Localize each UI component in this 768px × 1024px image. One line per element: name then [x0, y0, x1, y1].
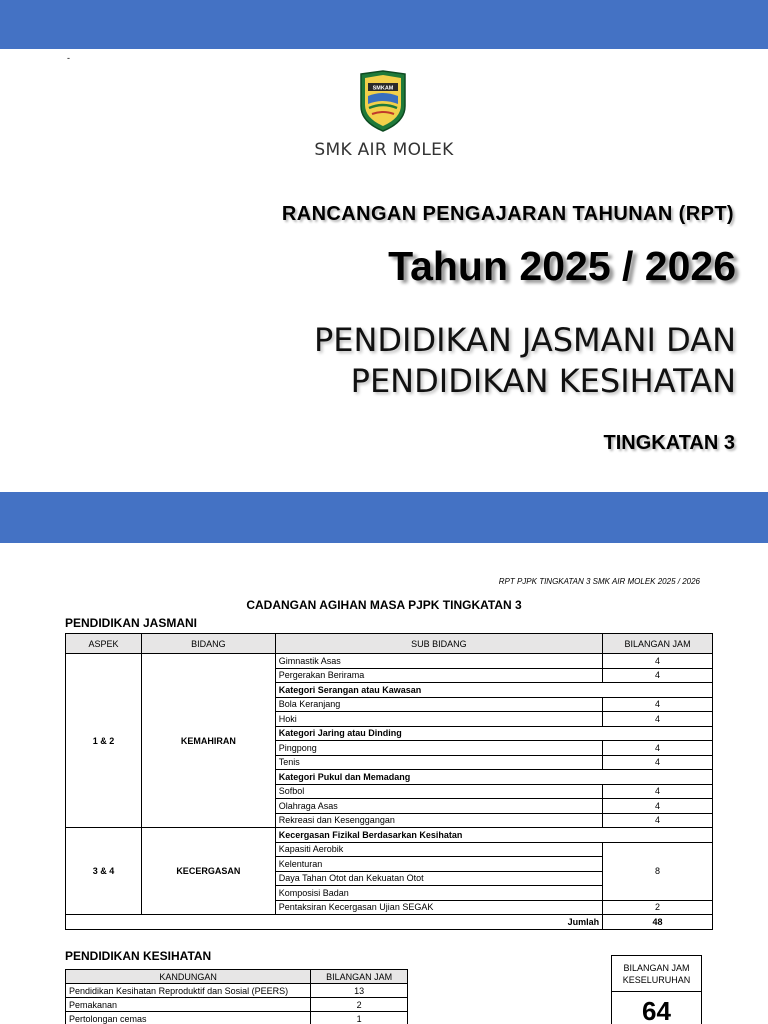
aspek-cell: 1 & 2 [66, 654, 142, 828]
col-bidang: BIDANG [141, 634, 275, 654]
col-bilangan-jam: BILANGAN JAM [603, 634, 713, 654]
total-hours-box [611, 955, 702, 1024]
jam-cell: 4 [603, 712, 713, 727]
jam-cell: 4 [603, 654, 713, 669]
kandungan-cell: Pertolongan cemas [66, 1012, 311, 1024]
sub-bidang-cell: Kelenturan [275, 857, 602, 872]
sub-bidang-cell: Bola Keranjang [275, 697, 602, 712]
pk-heading: PENDIDIKAN KESIHATAN [65, 949, 212, 963]
stray-mark: - [67, 53, 70, 63]
jam-cell: 4 [603, 741, 713, 756]
aspek-cell: 3 & 4 [66, 828, 142, 915]
total-hours-label [612, 956, 701, 992]
kandungan-cell: Pendidikan Kesihatan Reproduktif dan Sosial (PEERS) [66, 984, 311, 998]
col-aspek: ASPEK [66, 634, 142, 654]
sub-bidang-cell: Tenis [275, 755, 602, 770]
jam-cell: 2 [311, 998, 408, 1012]
bidang-cell: KEMAHIRAN [141, 654, 275, 828]
sub-bidang-cell: Pingpong [275, 741, 602, 756]
col-sub-bidang: SUB BIDANG [275, 634, 602, 654]
bidang-cell: KECERGASAN [141, 828, 275, 915]
sub-bidang-cell: Daya Tahan Otot dan Kekuatan Otot [275, 871, 602, 886]
sub-bidang-cell: Gimnastik Asas [275, 654, 602, 669]
crest-text: SMKAM [372, 85, 394, 92]
running-header: RPT PJPK TINGKATAN 3 SMK AIR MOLEK 2025 / 2026 [498, 577, 700, 586]
table-header-row [66, 970, 408, 984]
year-title: Tahun 2025 / 2026 [388, 243, 736, 289]
table-row [66, 998, 408, 1012]
total-label: Jumlah [66, 915, 603, 930]
category-label: Kecergasan Fizikal Berdasarkan Kesihatan [275, 828, 712, 843]
jam-cell: 4 [603, 668, 713, 683]
sub-bidang-cell: Olahraga Asas [275, 799, 602, 814]
subject-title [314, 320, 736, 402]
subject-line-1: PENDIDIKAN JASMANI DAN [313, 321, 736, 359]
sub-bidang-cell: Pentaksiran Kecergasan Ujian SEGAK [275, 900, 602, 915]
pk-allocation-table [65, 969, 408, 1024]
total-value: 48 [603, 915, 713, 930]
form-level: TINGKATAN 3 [603, 432, 735, 454]
jam-cell: 2 [603, 900, 713, 915]
total-hours-label-line-2: KESELURUHAN [622, 974, 691, 985]
rpt-title: RANCANGAN PENGAJARAN TAHUNAN (RPT) [281, 203, 734, 225]
jam-cell: 8 [603, 842, 713, 900]
jam-cell: 4 [603, 813, 713, 828]
sub-bidang-cell: Komposisi Badan [275, 886, 602, 901]
school-name: SMK AIR MOLEK [314, 140, 454, 160]
sub-bidang-cell: Hoki [275, 712, 602, 727]
jam-cell: 4 [603, 784, 713, 799]
table-row [66, 654, 713, 669]
table-row [66, 984, 408, 998]
jam-cell: 4 [603, 697, 713, 712]
kandungan-cell: Pemakanan [66, 998, 311, 1012]
col-bilangan-jam: BILANGAN JAM [311, 970, 408, 984]
category-label: Kategori Serangan atau Kawasan [275, 683, 712, 698]
allocation-title: CADANGAN AGIHAN MASA PJPK TINGKATAN 3 [246, 598, 522, 612]
sub-bidang-cell: Sofbol [275, 784, 602, 799]
sub-bidang-cell: Pergerakan Berirama [275, 668, 602, 683]
jam-cell: 1 [311, 1012, 408, 1024]
table-row [66, 1012, 408, 1024]
jam-cell: 4 [603, 755, 713, 770]
sub-bidang-cell: Rekreasi dan Kesenggangan [275, 813, 602, 828]
middle-color-band [0, 492, 768, 543]
sub-bidang-cell: Kapasiti Aerobik [275, 842, 602, 857]
total-row [66, 915, 713, 930]
jam-cell: 4 [603, 799, 713, 814]
top-color-band [0, 0, 768, 49]
jam-cell: 13 [311, 984, 408, 998]
category-row [66, 828, 713, 843]
total-hours-value: 64 [642, 996, 671, 1024]
total-hours-label-line-1: BILANGAN JAM [623, 962, 690, 973]
pj-heading: PENDIDIKAN JASMANI [65, 616, 198, 630]
col-kandungan: KANDUNGAN [66, 970, 311, 984]
table-header-row [66, 634, 713, 654]
school-crest-logo [357, 70, 409, 132]
pj-allocation-table [65, 633, 713, 930]
category-label: Kategori Jaring atau Dinding [275, 726, 712, 741]
subject-line-2: PENDIDIKAN KESIHATAN [350, 362, 736, 400]
category-label: Kategori Pukul dan Memadang [275, 770, 712, 785]
